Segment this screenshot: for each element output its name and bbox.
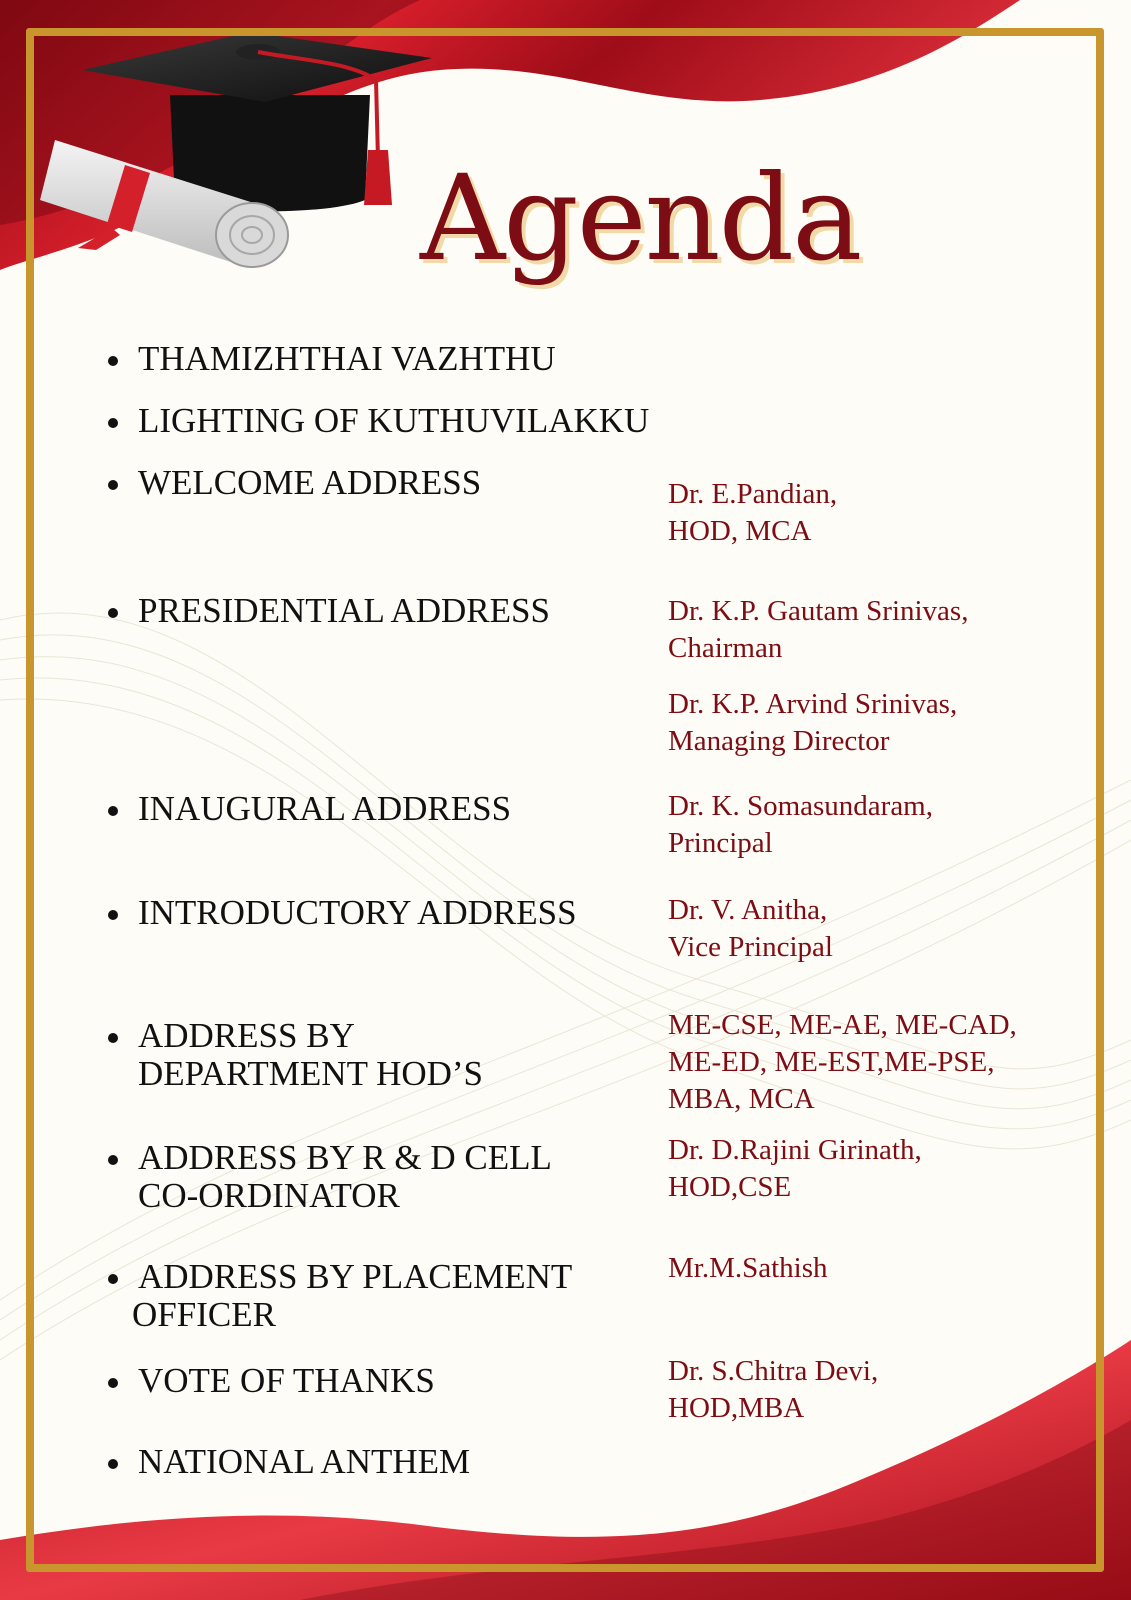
agenda-item-label-line: INTRODUCTORY ADDRESS <box>138 893 577 932</box>
agenda-item-speaker <box>668 892 1098 966</box>
agenda-item-label <box>138 1443 638 1481</box>
agenda-item-label-line: INAUGURAL ADDRESS <box>138 789 512 828</box>
speaker-line: Managing Director <box>668 725 890 757</box>
speaker-line: Dr. K. Somasundaram, <box>668 790 933 822</box>
speaker-line: ME-ED, ME-EST,ME-PSE, <box>668 1046 995 1078</box>
speaker-line: HOD,CSE <box>668 1171 792 1203</box>
agenda-item-label <box>138 592 638 630</box>
agenda-item-label-line: THAMIZHTHAI VAZHTHU <box>138 339 556 378</box>
speaker-line: Dr. E.Pandian, <box>668 478 838 510</box>
agenda-item-speaker <box>668 686 1098 760</box>
agenda-item-speaker <box>668 1353 1098 1427</box>
speaker-line: ME-CSE, ME-AE, ME-CAD, <box>668 1009 1017 1041</box>
agenda-item-label-line: ADDRESS BY PLACEMENT <box>138 1257 573 1296</box>
agenda-item-label-line: WELCOME ADDRESS <box>138 463 482 502</box>
speaker-line: Dr. S.Chitra Devi, <box>668 1355 879 1387</box>
agenda-item-label-line: CO-ORDINATOR <box>138 1176 400 1215</box>
agenda-item-speaker <box>668 1250 1098 1287</box>
bullet-icon <box>108 1378 118 1388</box>
bullet-icon <box>108 1459 118 1469</box>
agenda-item-label-line: ADDRESS BY <box>138 1016 355 1055</box>
speaker-line: Chairman <box>668 632 783 664</box>
agenda-item-speaker <box>668 788 1098 862</box>
bullet-icon <box>108 356 118 366</box>
agenda-item-label <box>138 1139 638 1215</box>
agenda-item-label <box>138 1017 638 1093</box>
speaker-line: HOD,MBA <box>668 1392 805 1424</box>
bullet-icon <box>108 1033 118 1043</box>
speaker-line: MBA, MCA <box>668 1083 815 1115</box>
agenda-item-speaker <box>668 593 1098 667</box>
bullet-icon <box>108 1155 118 1165</box>
speaker-line: Dr. V. Anitha, <box>668 894 828 926</box>
agenda-item-label-line: ADDRESS BY R & D CELL <box>138 1138 552 1177</box>
speaker-line: HOD, MCA <box>668 515 812 547</box>
speaker-line: Mr.M.Sathish <box>668 1252 828 1284</box>
bullet-icon <box>108 1274 118 1284</box>
bullet-icon <box>108 608 118 618</box>
agenda-item-label <box>138 790 638 828</box>
agenda-item-label-line: LIGHTING OF KUTHUVILAKKU <box>138 401 650 440</box>
speaker-line: Dr. K.P. Gautam Srinivas, <box>668 595 969 627</box>
agenda-item-speaker <box>668 1007 1098 1118</box>
agenda-item-label-line: OFFICER <box>132 1295 276 1334</box>
bullet-icon <box>108 806 118 816</box>
agenda-item-label <box>132 1257 638 1334</box>
speaker-line: Principal <box>668 827 773 859</box>
speaker-line: Dr. D.Rajini Girinath, <box>668 1134 922 1166</box>
speaker-line: Dr. K.P. Arvind Srinivas, <box>668 688 958 720</box>
bullet-icon <box>108 480 118 490</box>
agenda-item-label <box>138 401 650 440</box>
bullet-icon <box>108 910 118 920</box>
agenda-item-label-line: PRESIDENTIAL ADDRESS <box>138 591 550 630</box>
speaker-line: Vice Principal <box>668 931 833 963</box>
agenda-item-label-line: VOTE OF THANKS <box>138 1361 435 1400</box>
agenda-item-speaker <box>668 1132 1098 1206</box>
agenda-item-label <box>138 464 638 502</box>
agenda-item-label <box>138 1362 638 1400</box>
agenda-item-label-line: NATIONAL ANTHEM <box>138 1442 471 1481</box>
agenda-item-label-line: DEPARTMENT HOD’S <box>138 1054 484 1093</box>
bullet-icon <box>108 418 118 428</box>
page-title: Agenda <box>420 149 861 287</box>
agenda-item-label <box>138 894 638 932</box>
agenda-item-label <box>138 340 638 378</box>
agenda-item-speaker <box>668 476 1098 550</box>
